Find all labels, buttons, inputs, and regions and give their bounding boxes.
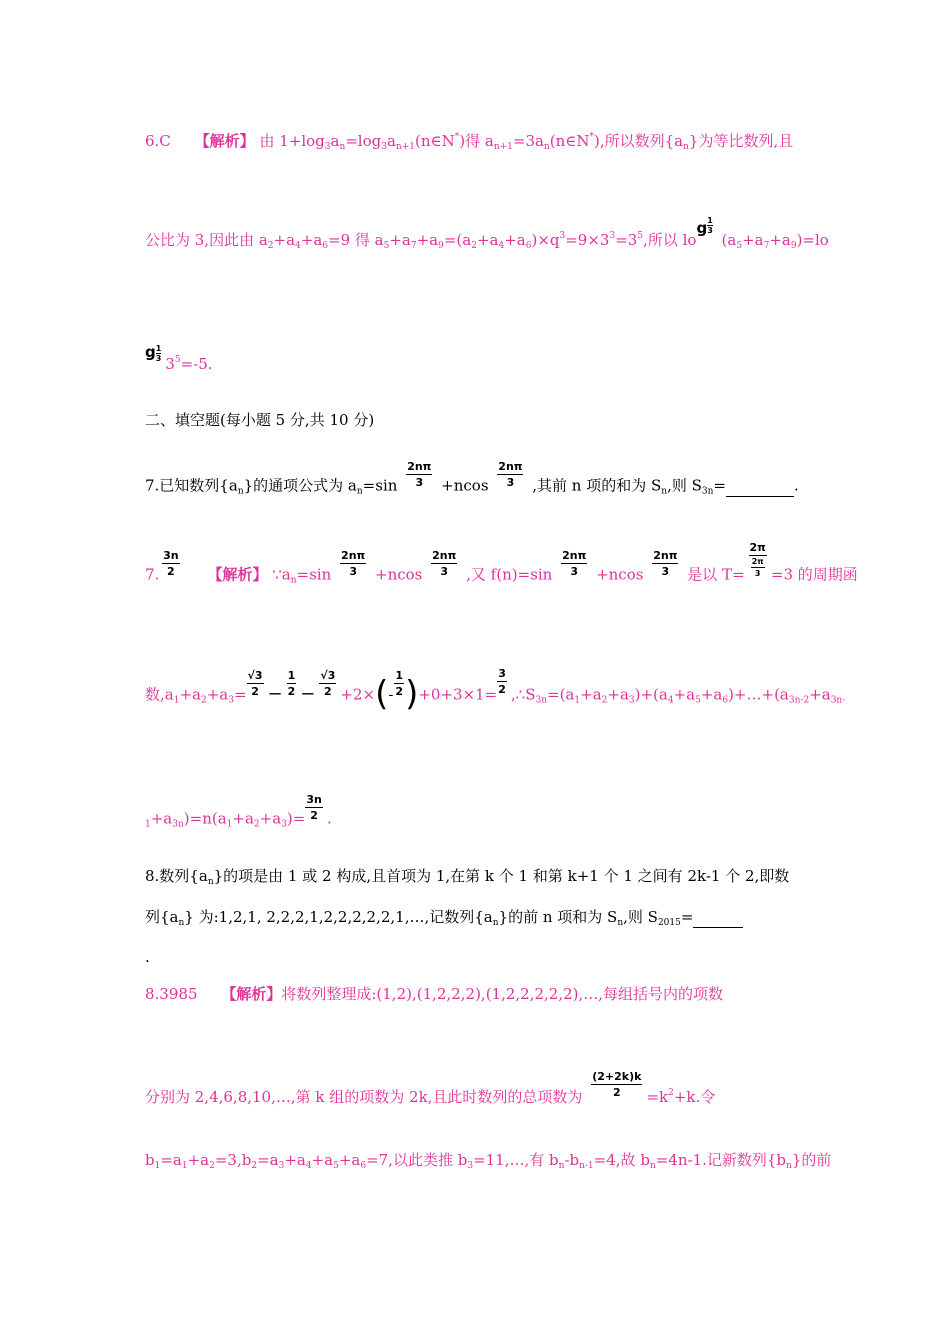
fraction: $\frac{2n\pi}{3}$ (432, 549, 457, 578)
answer-blank (726, 476, 794, 497)
log-g-glyph: g (145, 343, 156, 361)
answer-blank (693, 907, 743, 928)
fraction: $\frac{3}{2}$ (498, 667, 506, 696)
fraction: $\frac{2n\pi}{3}$ (498, 460, 523, 489)
q7-answer-line-1: 7. $\frac{3n}{2}$ 【解析】 $\because a_n=\sin$ $\frac{2n\pi}{3}$ +ncos $\frac{2n\pi}{3}$ ,又 f(n)=sin $\frac{2n\pi}{3}$ +ncos $\frac{2n\pi}{3}$ 是以 T= $\frac{2\pi}{\frac{2\pi}{3}}$ =3 的周期函 (145, 541, 858, 586)
fraction: $\frac{√3}{2}$ (247, 669, 263, 698)
log-base-fraction: $\frac{1}{3}$ (707, 216, 713, 235)
q7-answer-line-3: $_1+a_{3n})=n(a_1+a_2+a_3)=$ $\frac{3n}{2}$ . (145, 793, 332, 830)
analysis-tag: 【解析】 (194, 132, 255, 150)
q8-answer-line-3: $b_1=a_1+a_2=3,b_2=a_3+a_4+a_5+a_6=7$,以此类推 $b_3=11,\dots$,有 $b_n-b_{n-1}=4$,故 $b_n=4n-1$.记新数列$\{b_n\}$的前 (145, 1151, 832, 1171)
q7-answer-line-2: 数$,a_1+a_2+a_3=$ $\frac{√3}{2}$ − $\frac{1}{2}$ − $\frac{√3}{2}$ +2×(- $\frac{1}{2}$ )+0+3×1= $\frac{3}{2}$ $,\therefore S_{3n}=(a_1+a_2+a_3)+(a_4+a_5+a_6)+\dots+(a_{3n-2}+a_{3n-}$ (145, 667, 846, 714)
q6-answer-line-2: 公比为 3,因此由 $a_2+a_4+a_6=9$ 得 $a_5+a_7+a_9=(a_2+a_4+a_6)\times q^3=9\times 3^3=3^5$,所以 log $\frac{1}{3} (a_5+a_7+a_9)=lo$ (145, 216, 829, 251)
q6-answer-line-1: 6.C 【解析】 由 $1+\log_3a_n=\log_3a_{n+1}(n\in N^*)$得 $a_{n+1}=3a_n(n\in N^*)$,所以数列$\{a_n\}$为等比数列,且 (145, 132, 794, 152)
q7-question: 7.已知数列$\{a_n\}$的通项公式为 $a_n=\sin$ $\frac{2n\pi}{3}$ +ncos $\frac{2n\pi}{3}$ ,其前 n 项的和为 $S_n$,则 $S_{3n}=$ . (145, 460, 799, 497)
inner-fraction: $\frac{2\pi}{3}$ (751, 557, 764, 578)
log-g-glyph: g (696, 219, 708, 237)
answer-fraction: $\frac{3n}{2}$ (163, 549, 179, 578)
section-title: 二、填空题(每小题 5 分,共 10 分) (145, 411, 375, 429)
right-paren: ) (405, 673, 419, 714)
fraction: $\frac{2n\pi}{3}$ (653, 549, 678, 578)
fraction: $\frac{1}{2}$ (287, 669, 296, 698)
fraction: $\frac{2n\pi}{3}$ (341, 549, 366, 578)
fraction: $\frac{√3}{2}$ (320, 669, 336, 698)
fraction: $\frac{2n\pi}{3}$ (562, 549, 587, 578)
q8-answer-line-1: 8.3985 【解析】将数列整理成:(1,2),(1,2,2,2),(1,2,2,2,2,2),…,每组括号内的项数 (145, 985, 724, 1003)
period-fraction: $\frac{2\pi}{\frac{2\pi}{3}}$ (749, 541, 766, 578)
fraction: $\frac{(2+2k)k}{2}$ (592, 1069, 642, 1099)
left-paren: ( (375, 673, 389, 714)
analysis-tag: 【解析】 (221, 985, 282, 1003)
q6-answer-line-3: g $\frac{1}{3}3^5=-5$. (145, 343, 213, 373)
fraction: $\frac{1}{2}$ (395, 669, 404, 698)
log-base-fraction: $\frac{1}{3}$ (155, 344, 162, 363)
q8-answer-line-2: 分别为 2,4,6,8,10,…,第 k 组的项数为 2k,且此时数列的总项数为 $\frac{(2+2k)k}{2}$ $=k^2+k$.令 (145, 1069, 716, 1106)
q8-question-line-1: 8.数列$\{a_n\}$的项是由 1 或 2 构成,且首项为 1,在第 k 个 1 和第 k+1 个 1 之间有 2k-1 个 2,即数 (145, 867, 790, 887)
q8-question-line-3: . (145, 948, 150, 966)
fraction: $\frac{3n}{2}$ (306, 793, 322, 822)
fraction: $\frac{2n\pi}{3}$ (407, 460, 432, 489)
analysis-tag: 【解析】 (207, 565, 268, 584)
q8-question-line-2: 列$\{a_n\}$ 为:1,2,1, 2,2,2,1,2,2,2,2,2,1,…,记数列$\{a_n\}$的前 n 项和为 $S_n$,则 $S_{2015}=$ (145, 907, 743, 933)
